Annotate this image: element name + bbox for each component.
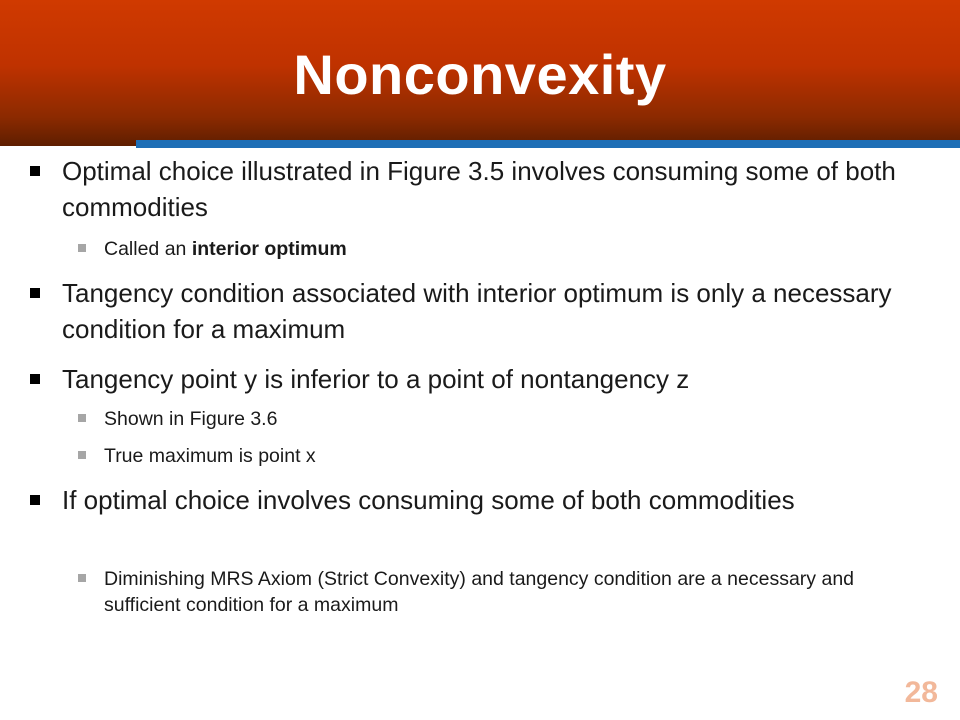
sub-bullet-item bbox=[104, 566, 904, 618]
sub-bullet-item bbox=[104, 236, 904, 262]
square-bullet-icon bbox=[30, 288, 40, 298]
square-bullet-icon bbox=[30, 495, 40, 505]
sub-bullet-text: Shown in Figure 3.6 bbox=[104, 408, 278, 430]
sub-bullet-item bbox=[104, 406, 904, 432]
square-bullet-icon bbox=[30, 166, 40, 176]
bullet-item bbox=[62, 153, 922, 225]
bullet-item bbox=[62, 482, 922, 518]
sub-bullet-item bbox=[104, 443, 904, 469]
sub-bullet-prefix: Called an bbox=[104, 238, 192, 260]
bullet-item bbox=[62, 275, 922, 347]
sub-bullet-text: Diminishing MRS Axiom (Strict Convexity) and tangency condition are a necessary and sufficient condition for a maximum bbox=[104, 568, 855, 616]
bullet-text: If optimal choice involves consuming some of both commodities bbox=[62, 485, 795, 515]
bullet-text: Tangency point y is inferior to a point of nontangency z bbox=[62, 364, 690, 394]
square-sub-bullet-icon bbox=[78, 451, 86, 459]
sub-bullet-emphasis: interior optimum bbox=[191, 238, 347, 260]
bullet-text: Tangency condition associated with interior optimum is only a necessary condition for a maximum bbox=[62, 278, 892, 344]
bullet-item bbox=[62, 361, 922, 397]
slide-title: Nonconvexity bbox=[293, 43, 667, 106]
square-sub-bullet-icon bbox=[78, 414, 86, 422]
square-sub-bullet-icon bbox=[78, 574, 86, 582]
sub-bullet-text: True maximum is point x bbox=[104, 445, 316, 467]
page-number: 28 bbox=[904, 676, 938, 709]
square-sub-bullet-icon bbox=[78, 244, 86, 252]
bullet-text: Optimal choice illustrated in Figure 3.5 involves consuming some of both commodities bbox=[62, 156, 896, 222]
square-bullet-icon bbox=[30, 374, 40, 384]
